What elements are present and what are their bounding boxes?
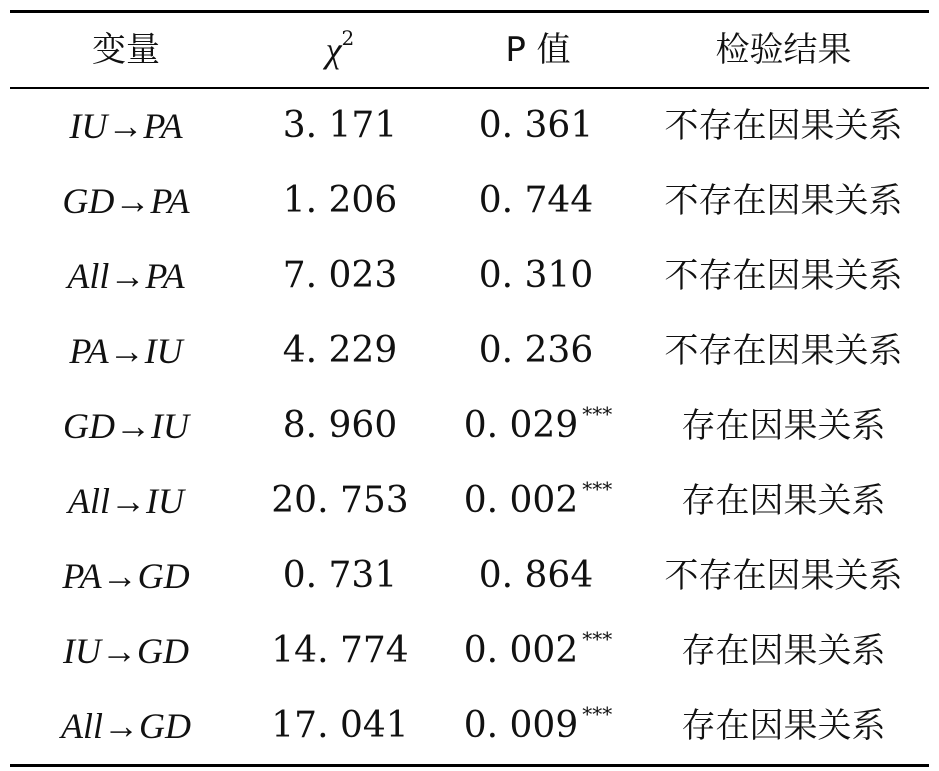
p-value: 0. 009: [463, 705, 579, 746]
result-cell: 不存在因果关系: [664, 331, 903, 371]
chi2-cell: 1. 206: [282, 180, 398, 221]
variable-cell: All→PA: [67, 256, 185, 296]
chi2-cell: 14. 774: [271, 630, 409, 671]
p-value: 0. 002: [463, 630, 579, 671]
result-cell: 不存在因果关系: [664, 556, 903, 596]
p-value-cell: [438, 477, 638, 521]
table-row: [10, 164, 929, 239]
chi2-cell: 4. 229: [282, 330, 398, 371]
table-header-row: [10, 13, 929, 87]
variable-cell: All→GD: [61, 706, 191, 746]
table-row: [10, 239, 929, 314]
table-body: [10, 89, 929, 764]
result-cell: 存在因果关系: [681, 631, 886, 671]
chi-superscript: 2: [341, 25, 355, 50]
chi2-cell: 17. 041: [271, 705, 409, 746]
p-value: 0. 864: [478, 555, 594, 596]
p-value-cell: [438, 330, 638, 371]
p-value-cell: [438, 627, 638, 671]
chi-symbol: χ: [325, 29, 342, 70]
header-p-value: P 值: [505, 30, 571, 70]
p-value: 0. 002: [463, 480, 579, 521]
table-bottom-rule: [10, 764, 929, 767]
significance-marker: ***: [582, 477, 613, 501]
header-variable: 变量: [92, 30, 160, 70]
p-value-cell: [438, 105, 638, 146]
p-value-cell: [438, 180, 638, 221]
table-row: [10, 314, 929, 389]
chi2-cell: 7. 023: [282, 255, 398, 296]
table-row: [10, 464, 929, 539]
header-result: 检验结果: [715, 30, 852, 70]
significance-marker: ***: [582, 702, 613, 726]
result-cell: 不存在因果关系: [664, 106, 903, 146]
table-row: [10, 614, 929, 689]
variable-cell: GD→PA: [62, 181, 190, 221]
p-value-cell: [438, 702, 638, 746]
variable-cell: GD→IU: [63, 406, 189, 446]
chi2-cell: 8. 960: [282, 405, 398, 446]
chi2-cell: 20. 753: [271, 480, 409, 521]
table-row: [10, 89, 929, 164]
result-cell: 存在因果关系: [681, 481, 886, 521]
p-value: 0. 310: [478, 255, 594, 296]
result-cell: 不存在因果关系: [664, 256, 903, 296]
granger-causality-table: [10, 10, 929, 767]
significance-marker: ***: [582, 627, 613, 651]
table-row: [10, 689, 929, 764]
variable-cell: PA→IU: [69, 331, 183, 371]
table-row: [10, 389, 929, 464]
p-value: 0. 029: [463, 405, 579, 446]
significance-marker: ***: [582, 402, 613, 426]
variable-cell: IU→GD: [63, 631, 189, 671]
p-value: 0. 744: [478, 180, 594, 221]
variable-cell: All→IU: [68, 481, 184, 521]
chi2-cell: 3. 171: [282, 105, 398, 146]
p-value-cell: [438, 402, 638, 446]
result-cell: 存在因果关系: [681, 706, 886, 746]
table-row: [10, 539, 929, 614]
result-cell: 存在因果关系: [681, 406, 886, 446]
result-cell: 不存在因果关系: [664, 181, 903, 221]
variable-cell: PA→GD: [62, 556, 190, 596]
chi2-cell: 0. 731: [282, 555, 398, 596]
p-value: 0. 361: [478, 105, 594, 146]
p-value-cell: [438, 555, 638, 596]
p-value-cell: [438, 255, 638, 296]
p-value: 0. 236: [478, 330, 594, 371]
variable-cell: IU→PA: [69, 106, 183, 146]
header-chi-square: [242, 25, 438, 70]
